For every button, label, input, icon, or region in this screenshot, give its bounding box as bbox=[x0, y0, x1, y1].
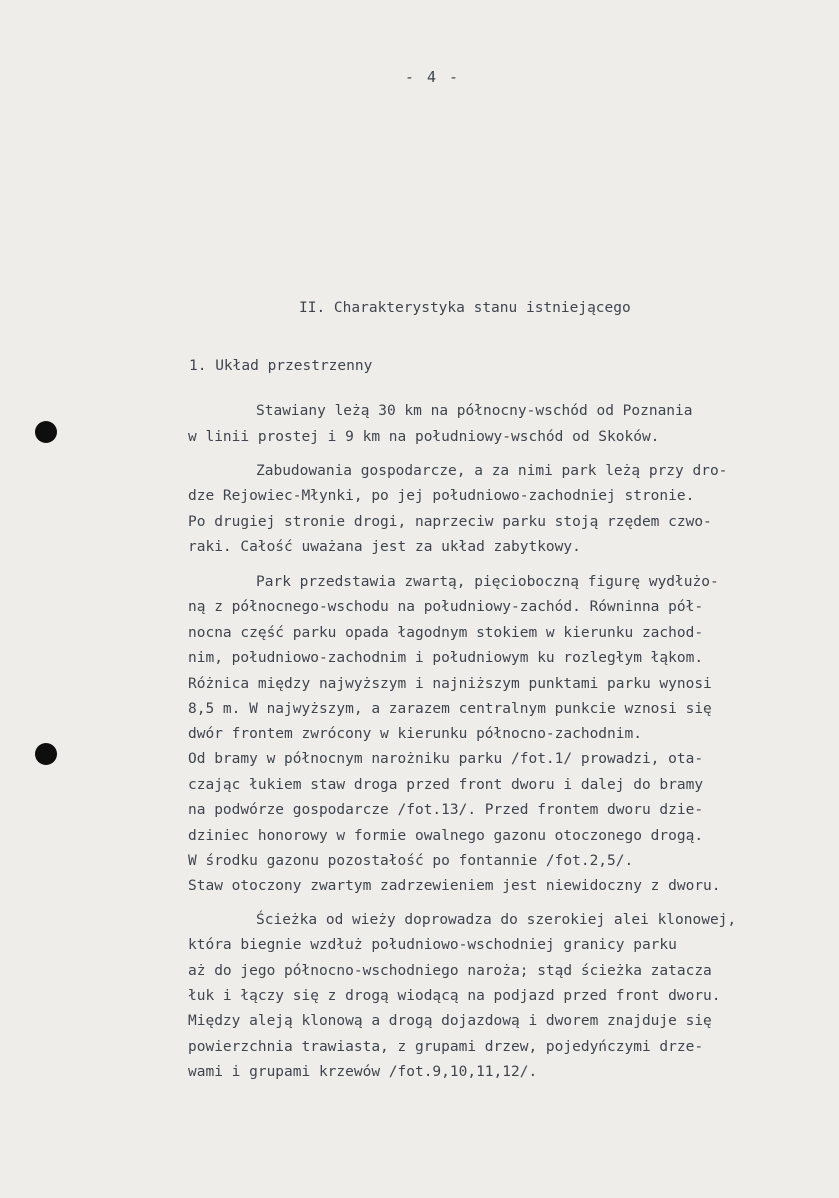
paragraph-line: Po drugiej stronie drogi, naprzeciw parku stoją rzędem czwo- bbox=[188, 514, 712, 530]
paragraph-line: Stawiany leżą 30 km na północny-wschód od Poznania bbox=[256, 403, 693, 419]
paragraph-line: nim, południowo-zachodnim i południowym ku rozległym łąkom. bbox=[188, 650, 704, 666]
paragraph-line: wami i grupami krzewów /fot.9,10,11,12/. bbox=[188, 1064, 538, 1080]
punch-hole-top bbox=[35, 421, 57, 443]
section-title: II. Charakterystyka stanu istniejącego bbox=[299, 300, 631, 316]
paragraph-line: Różnica między najwyższym i najniższym punktami parku wynosi bbox=[188, 676, 712, 692]
paragraph-line: w linii prostej i 9 km na południowy-wschód od Skoków. bbox=[188, 429, 660, 445]
paragraph-line: nocna część parku opada łagodnym stokiem w kierunku zachod- bbox=[188, 625, 704, 641]
paragraph-line: na podwórze gospodarcze /fot.13/. Przed frontem dworu dzie- bbox=[188, 802, 704, 818]
paragraph-line: Ścieżka od wieży doprowadza do szerokiej alei klonowej, bbox=[256, 912, 737, 928]
paragraph-line: Staw otoczony zwartym zadrzewieniem jest niewidoczny z dworu. bbox=[188, 878, 721, 894]
paragraph-line: która biegnie wzdłuż południowo-wschodniej granicy parku bbox=[188, 937, 677, 953]
punch-hole-bottom bbox=[35, 743, 57, 765]
paragraph-line: Od bramy w północnym narożniku parku /fot.1/ prowadzi, ota- bbox=[188, 751, 704, 767]
paragraph-line: czając łukiem staw droga przed front dworu i dalej do bramy bbox=[188, 777, 704, 793]
paragraph-line: aż do jego północno-wschodniego naroża; stąd ścieżka zatacza bbox=[188, 963, 712, 979]
subsection-title: 1. Układ przestrzenny bbox=[189, 358, 373, 374]
paragraph-line: W środku gazonu pozostałość po fontannie /fot.2,5/. bbox=[188, 853, 634, 869]
paragraph-line: powierzchnia trawiasta, z grupami drzew, pojedyńczymi drze- bbox=[188, 1039, 704, 1055]
paragraph-line: dziniec honorowy w formie owalnego gazonu otoczonego drogą. bbox=[188, 828, 704, 844]
paragraph-line: dwór frontem zwrócony w kierunku północno-zachodnim. bbox=[188, 726, 642, 742]
paragraph-line: 8,5 m. W najwyższym, a zarazem centralnym punkcie wznosi się bbox=[188, 701, 712, 717]
paragraph-line: łuk i łączy się z drogą wiodącą na podjazd przed front dworu. bbox=[188, 988, 721, 1004]
paragraph-line: Park przedstawia zwartą, pięcioboczną figurę wydłużo- bbox=[256, 574, 719, 590]
page-number: - 4 - bbox=[404, 68, 461, 86]
paragraph-line: raki. Całość uważana jest za układ zabytkowy. bbox=[188, 539, 581, 555]
paragraph-line: ną z północnego-wschodu na południowy-zachód. Równinna pół- bbox=[188, 599, 704, 615]
paragraph-line: dze Rejowiec-Młynki, po jej południowo-zachodniej stronie. bbox=[188, 488, 695, 504]
paragraph-line: Zabudowania gospodarcze, a za nimi park leżą przy dro- bbox=[256, 463, 728, 479]
paragraph-line: Między aleją klonową a drogą dojazdową i dworem znajduje się bbox=[188, 1013, 712, 1029]
